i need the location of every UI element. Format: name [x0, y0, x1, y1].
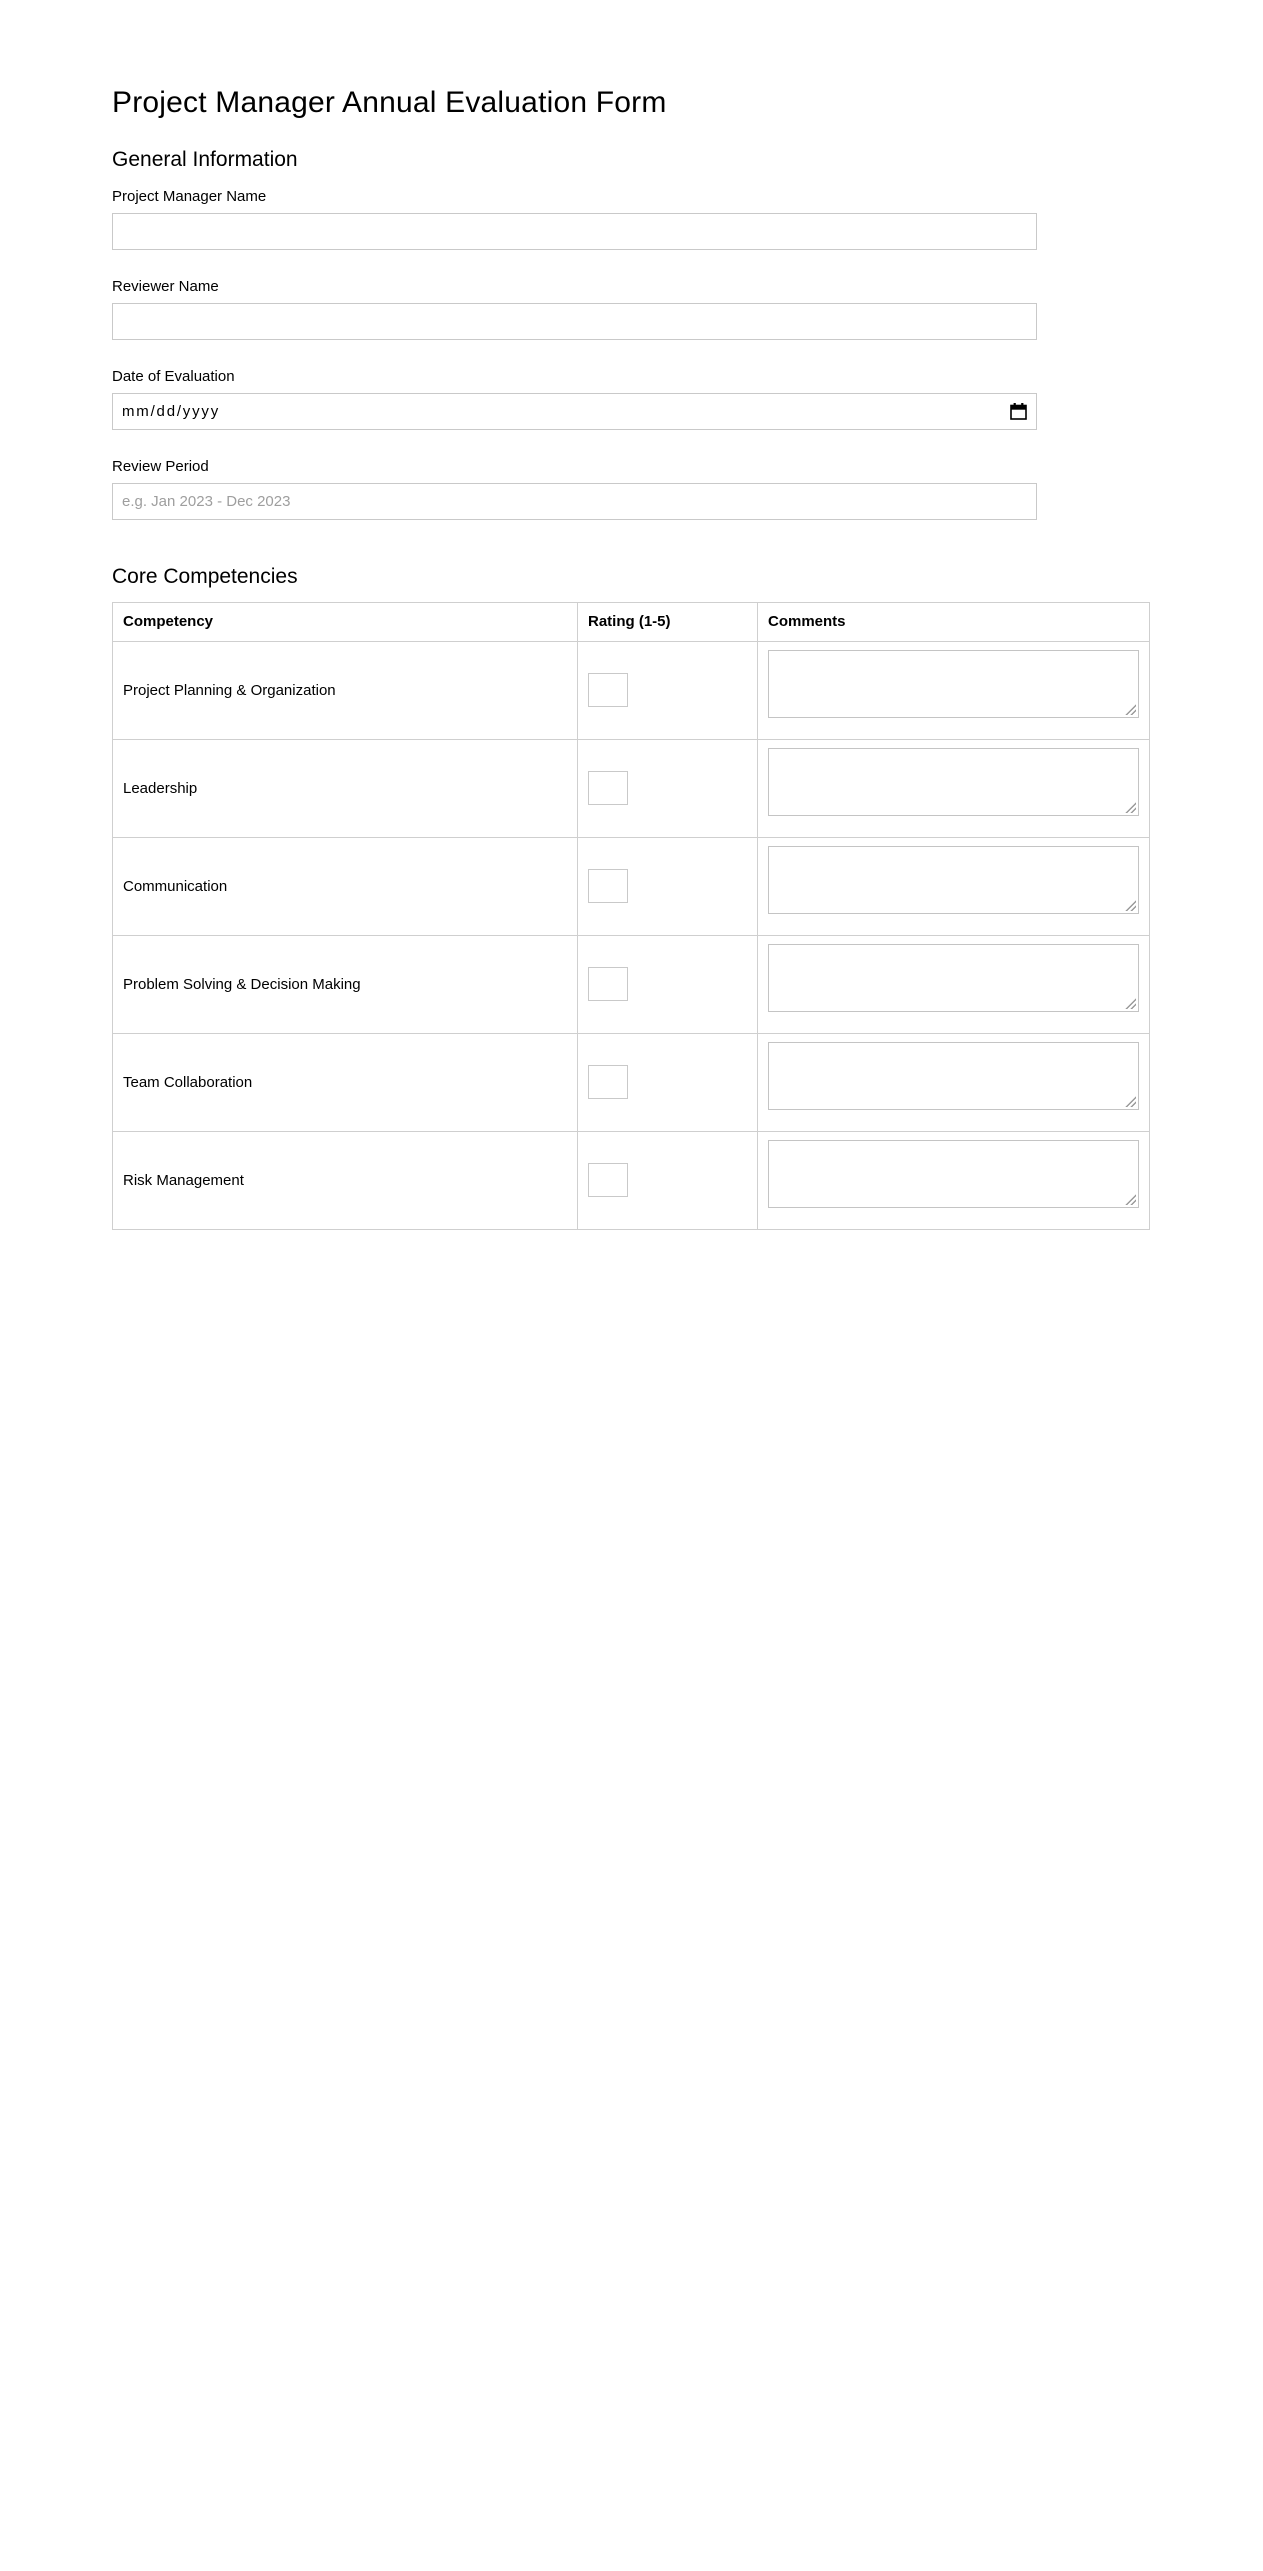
- reviewer-name-input[interactable]: [112, 303, 1037, 340]
- table-row-problem-solving: [113, 935, 1150, 1033]
- competency-label: Risk Management: [113, 1131, 578, 1229]
- comments-cell: [758, 641, 1150, 739]
- competency-label: Project Planning & Organization: [113, 641, 578, 739]
- comments-textarea-leadership[interactable]: [768, 748, 1139, 816]
- table-header-row: [113, 602, 1150, 641]
- competency-label: Leadership: [113, 739, 578, 837]
- rating-input-communication[interactable]: [588, 869, 628, 903]
- review-period-label: Review Period: [112, 457, 209, 475]
- competency-label: Communication: [113, 837, 578, 935]
- field-group-date-of-evaluation: [112, 368, 1037, 430]
- competency-label: Problem Solving & Decision Making: [113, 935, 578, 1033]
- field-group-project-manager-name: [112, 188, 1037, 250]
- core-competencies-table: [112, 602, 1150, 1230]
- rating-cell: [578, 1033, 758, 1131]
- column-header-competency: Competency: [113, 602, 578, 641]
- rating-cell: [578, 837, 758, 935]
- comments-cell: [758, 1131, 1150, 1229]
- rating-input-leadership[interactable]: [588, 771, 628, 805]
- comments-textarea-problem-solving[interactable]: [768, 944, 1139, 1012]
- rating-cell: [578, 641, 758, 739]
- comments-cell: [758, 935, 1150, 1033]
- comments-cell: [758, 837, 1150, 935]
- field-group-review-period: [112, 458, 1037, 520]
- form-page: [0, 0, 1037, 1230]
- table-row-leadership: [113, 739, 1150, 837]
- review-period-input[interactable]: [112, 483, 1037, 520]
- project-manager-name-label: Project Manager Name: [112, 187, 267, 205]
- date-placeholder-text: mm/dd/yyyy: [122, 402, 221, 420]
- comments-textarea-team-collaboration[interactable]: [768, 1042, 1139, 1110]
- rating-cell: [578, 739, 758, 837]
- field-group-reviewer-name: [112, 278, 1037, 340]
- rating-cell: [578, 935, 758, 1033]
- table-row-team-collaboration: [113, 1033, 1150, 1131]
- section-heading-core-competencies: Core Competencies: [112, 564, 298, 588]
- reviewer-name-label: Reviewer Name: [112, 277, 219, 295]
- comments-textarea-communication[interactable]: [768, 846, 1139, 914]
- column-header-comments: Comments: [758, 602, 1150, 641]
- rating-input-project-planning[interactable]: [588, 673, 628, 707]
- table-row-project-planning: [113, 641, 1150, 739]
- rating-input-risk-management[interactable]: [588, 1163, 628, 1197]
- table-row-communication: [113, 837, 1150, 935]
- table-row-risk-management: [113, 1131, 1150, 1229]
- column-header-rating: Rating (1-5): [578, 602, 758, 641]
- date-of-evaluation-label: Date of Evaluation: [112, 367, 235, 385]
- comments-cell: [758, 739, 1150, 837]
- comments-textarea-project-planning[interactable]: [768, 650, 1139, 718]
- date-of-evaluation-input[interactable]: [112, 393, 1037, 430]
- rating-cell: [578, 1131, 758, 1229]
- competency-label: Team Collaboration: [113, 1033, 578, 1131]
- project-manager-name-input[interactable]: [112, 213, 1037, 250]
- section-heading-general-information: General Information: [112, 147, 298, 171]
- rating-input-team-collaboration[interactable]: [588, 1065, 628, 1099]
- comments-cell: [758, 1033, 1150, 1131]
- page-title: Project Manager Annual Evaluation Form: [112, 86, 667, 119]
- comments-textarea-risk-management[interactable]: [768, 1140, 1139, 1208]
- calendar-icon[interactable]: [1010, 403, 1027, 420]
- rating-input-problem-solving[interactable]: [588, 967, 628, 1001]
